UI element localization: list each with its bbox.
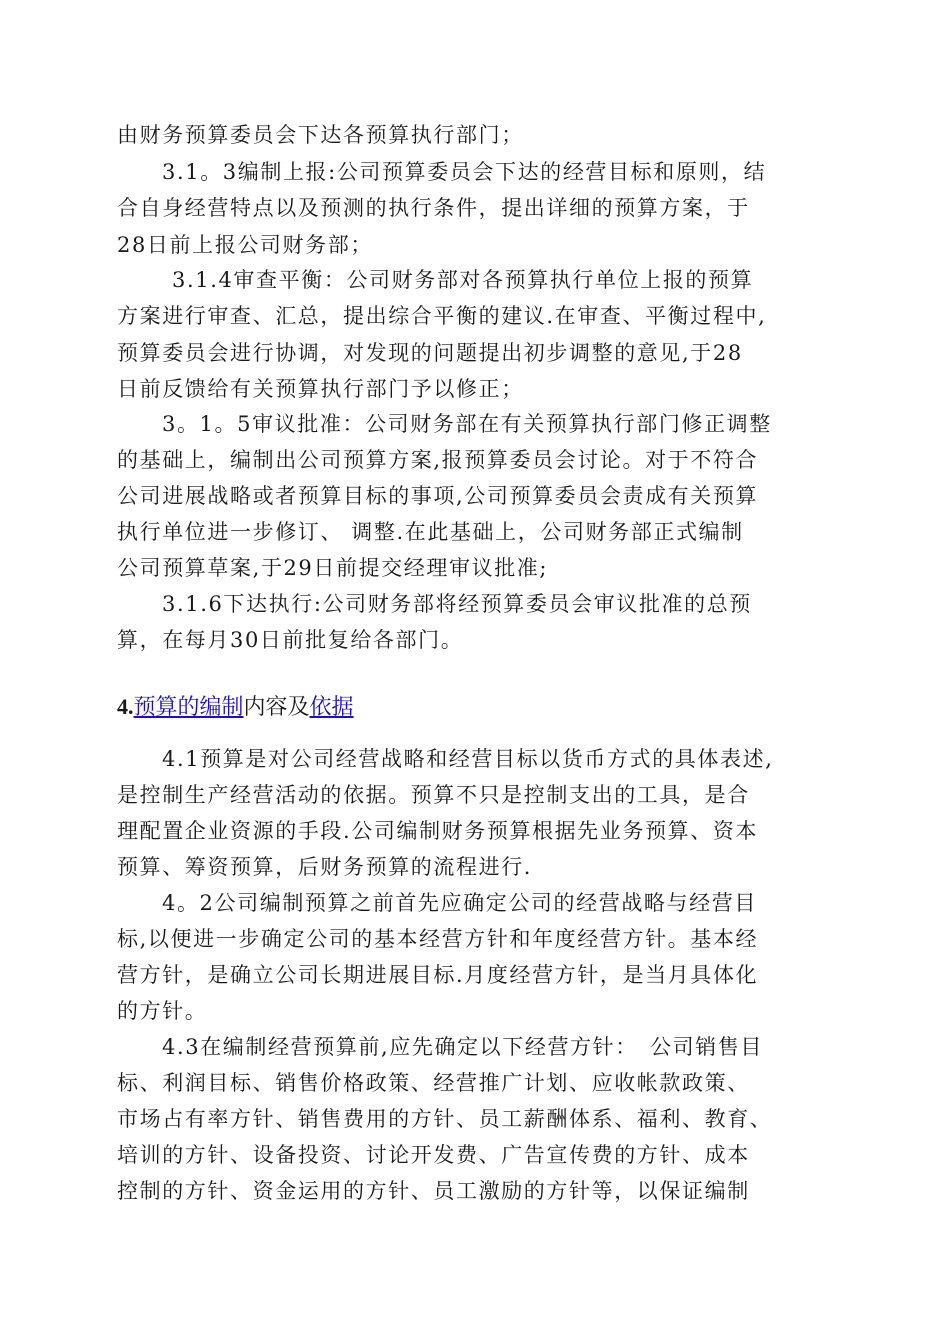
paragraph-line: 控制的方针、资金运用的方针、员工激励的方针等，以保证编制 [117, 1179, 750, 1203]
heading-text: 内容及 [243, 695, 310, 720]
paragraph-line: 3.1。3编制上报:公司预算委员会下达的经营目标和原则，结 [162, 160, 767, 184]
paragraph-line: 标、利润目标、销售价格政策、经营推广计划、应收帐款政策、 [117, 1071, 750, 1095]
section-number: 4. [117, 694, 134, 719]
heading-link-basis[interactable]: 依据 [309, 695, 354, 720]
paragraph-line: 3.1.6下达执行:公司财务部将经预算委员会审议批准的总预 [162, 592, 752, 616]
paragraph-line: 营方针，是确立公司长期进展目标.月度经营方针，是当月具体化 [117, 963, 759, 987]
paragraph-line: 预算、筹资预算，后财务预算的流程进行. [117, 855, 533, 879]
paragraph-line: 的基础上，编制出公司预算方案,报预算委员会讨论。对于不符合 [117, 448, 759, 472]
paragraph-line: 方案进行审查、汇总，提出综合平衡的建议.在审查、平衡过程中, [117, 304, 767, 328]
paragraph-line: 28日前上报公司财务部； [117, 233, 373, 257]
paragraph-line: 4。2公司编制预算之前首先应确定公司的经营战略与经营目 [162, 891, 757, 915]
heading-link-budget-compilation[interactable]: 预算的编制 [133, 695, 244, 720]
paragraph-line: 4.3在编制经营预算前,应先确定以下经营方针： 公司销售目 [162, 1035, 763, 1059]
paragraph-line: 标,以便进一步确定公司的基本经营方针和年度经营方针。基本经 [117, 927, 759, 951]
paragraph-line: 执行单位进一步修订、 调整.在此基础上，公司财务部正式编制 [117, 520, 744, 544]
paragraph-line: 合自身经营特点以及预测的执行条件，提出详细的预算方案，于 [117, 196, 750, 220]
paragraph-line: 预算委员会进行协调，对发现的问题提出初步调整的意见,于28 [117, 341, 743, 365]
paragraph-line: 3.1.4审查平衡：公司财务部对各预算执行单位上报的预算 [172, 268, 754, 292]
paragraph-line: 日前反馈给有关预算执行部门予以修正； [117, 377, 524, 401]
paragraph-line: 算，在每月30日前批复给各部门。 [117, 628, 464, 652]
section-heading [117, 692, 354, 723]
paragraph-line: 是控制生产经营活动的依据。预算不只是控制支出的工具，是合 [117, 783, 750, 807]
paragraph-line: 由财务预算委员会下达各预算执行部门； [117, 123, 524, 147]
paragraph-line: 培训的方针、设备投资、讨论开发费、广告宣传费的方针、成本 [117, 1143, 750, 1167]
paragraph-line: 理配置企业资源的手段.公司编制财务预算根据先业务预算、资本 [117, 819, 759, 843]
paragraph-line: 市场占有率方针、销售费用的方针、员工薪酬体系、福利、教育、 [117, 1107, 773, 1131]
paragraph-line: 4.1预算是对公司经营战略和经营目标以货币方式的具体表述, [162, 747, 774, 771]
paragraph-line: 公司预算草案,于29日前提交经理审议批准; [117, 556, 549, 580]
paragraph-line: 公司进展战略或者预算目标的事项,公司预算委员会责成有关预算 [117, 484, 759, 508]
paragraph-line: 的方针。 [117, 999, 208, 1023]
paragraph-line: 3。1。5审议批准：公司财务部在有关预算执行部门修正调整 [162, 412, 772, 436]
